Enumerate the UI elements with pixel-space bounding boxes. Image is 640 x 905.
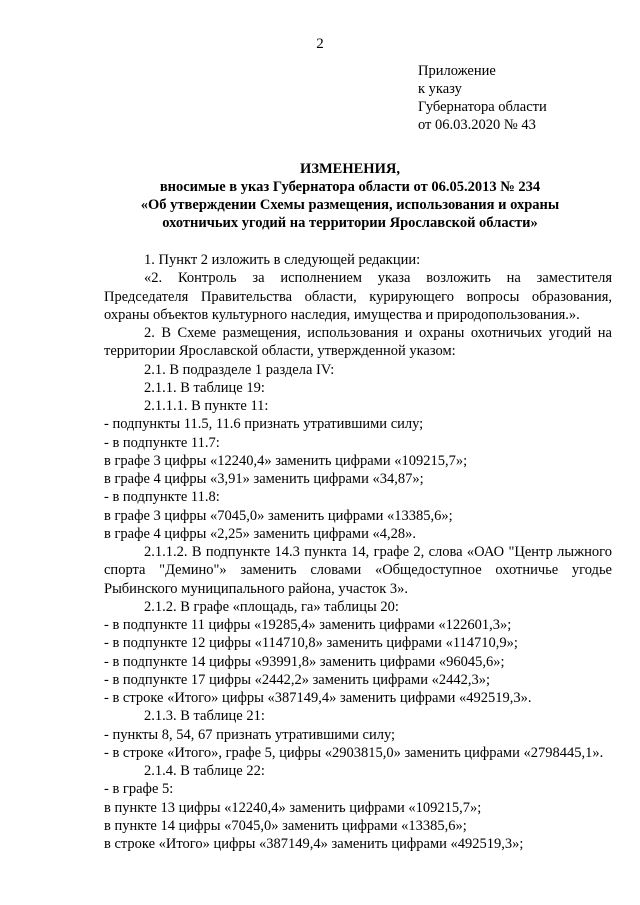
paragraph: в пункте 14 цифры «7045,0» заменить цифрами «13385,6»; — [104, 817, 467, 834]
appendix-line: Губернатора области — [418, 99, 547, 115]
appendix-line: к указу — [418, 81, 462, 97]
paragraph: 2.1.4. В таблице 22: — [144, 763, 265, 779]
paragraph: 2.1.3. В таблице 21: — [144, 708, 265, 725]
paragraph: - в подпункте 11.8: — [104, 489, 220, 506]
paragraph: в графе 4 цифры «2,25» заменить цифрами «4,28». — [104, 525, 416, 542]
document-title — [100, 160, 600, 232]
paragraph: в строке «Итого» цифры «387149,4» заменить цифрами «492519,3»; — [104, 836, 524, 852]
paragraph: «2. Контроль за исполнением указа возложить на заместителя Председателя Правительства области, курирующего вопросы образования, охраны объектов культурного наследия, имущества и природопользования.». — [104, 270, 612, 323]
paragraph: 2.1. В подразделе 1 раздела IV: — [144, 361, 335, 378]
paragraph: - в подпункте 11 цифры «19285,4» заменить цифрами «122601,3»; — [104, 617, 512, 633]
paragraph: - в подпункте 14 цифры «93991,8» заменить цифрами «96045,6»; — [104, 653, 505, 670]
document-body — [104, 251, 612, 853]
page-number: 2 — [316, 36, 324, 52]
appendix-block — [418, 62, 547, 134]
appendix-line: от 06.03.2020 № 43 — [418, 117, 536, 133]
paragraph: в графе 4 цифры «3,91» заменить цифрами «34,87»; — [104, 471, 424, 487]
paragraph: - подпункты 11.5, 11.6 признать утратившими силу; — [104, 416, 424, 433]
paragraph: - в строке «Итого» цифры «387149,4» заменить цифрами «492519,3». — [104, 690, 532, 706]
title-line: «Об утверждении Схемы размещения, использования и охраны — [140, 197, 560, 213]
paragraph: 2.1.1.2. В подпункте 14.3 пункта 14, графе 2, слова «ОАО "Центр лыжного спорта "Демино"» заменить словами «Общедоступное охотничье угодье Рыбинского муниципального района, участок 3». — [104, 544, 612, 597]
paragraph: - в строке «Итого», графе 5, цифры «2903815,0» заменить цифрами «2798445,1». — [104, 744, 604, 761]
title-line: вносимые в указ Губернатора области от 06.05.2013 № 234 — [159, 179, 541, 195]
paragraph: - пункты 8, 54, 67 признать утратившими силу; — [104, 726, 396, 743]
paragraph: 2.1.1.1. В пункте 11: — [144, 398, 269, 414]
paragraph: - в подпункте 11.7: — [104, 434, 220, 451]
title-line: охотничьих угодий на территории Ярославской области» — [162, 215, 538, 231]
paragraph: 2.1.1. В таблице 19: — [144, 379, 265, 396]
paragraph: - в подпункте 17 цифры «2442,2» заменить цифрами «2442,3»; — [104, 671, 491, 688]
paragraph: в графе 3 цифры «12240,4» заменить цифрами «109215,7»; — [104, 452, 468, 469]
paragraph: - в графе 5: — [104, 781, 174, 798]
title-line: ИЗМЕНЕНИЯ, — [300, 161, 400, 177]
paragraph: - в подпункте 12 цифры «114710,8» заменить цифрами «114710,9»; — [104, 635, 518, 652]
paragraph: 2.1.2. В графе «площадь, га» таблицы 20: — [144, 598, 399, 615]
paragraph: в графе 3 цифры «7045,0» заменить цифрами «13385,6»; — [104, 507, 453, 524]
paragraph: в пункте 13 цифры «12240,4» заменить цифрами «109215,7»; — [104, 799, 482, 816]
appendix-line: Приложение — [418, 63, 496, 79]
paragraph: 1. Пункт 2 изложить в следующей редакции: — [144, 252, 421, 268]
paragraph: 2. В Схеме размещения, использования и охраны охотничьих угодий на территории Ярославской области, утвержденной указом: — [104, 325, 612, 360]
